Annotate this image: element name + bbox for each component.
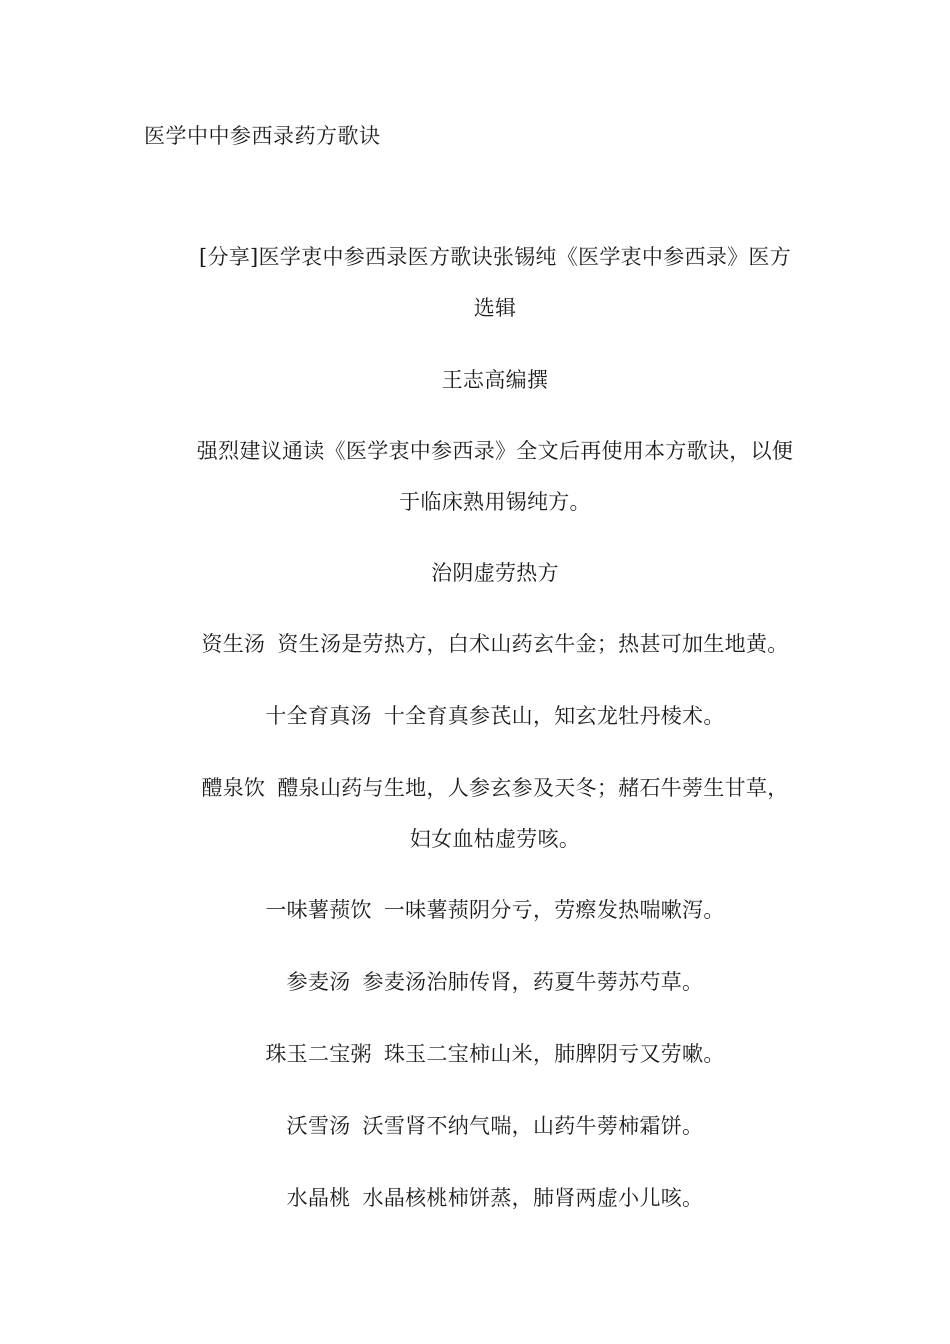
formula-verse: 一味薯蓣阴分亏，劳瘵发热喘嗽泻。 xyxy=(383,898,725,922)
formula-line xyxy=(160,1029,830,1080)
share-heading-line-1: [分享]医学衷中参西录医方歌诀张锡纯《医学衷中参西录》医方 xyxy=(198,245,792,269)
formula-line xyxy=(160,619,830,670)
formula-line xyxy=(160,957,830,1008)
formula-verse: 水晶核桃柿饼蒸，肺肾两虚小儿咳。 xyxy=(362,1186,704,1210)
formula-entry xyxy=(160,885,830,936)
formula-name: 一味薯蓣饮 xyxy=(265,898,372,922)
formula-name: 醴泉饮 xyxy=(201,776,266,800)
formula-entry xyxy=(160,691,830,742)
formula-verse: 参麦汤治肺传肾，药夏牛蒡苏芍草。 xyxy=(362,970,704,994)
formula-verse-continued: 妇女血枯虚劳咳。 xyxy=(409,827,581,851)
formula-entry xyxy=(160,957,830,1008)
recommendation xyxy=(160,426,830,528)
formula-line xyxy=(160,1101,830,1152)
formula-line xyxy=(160,691,830,742)
author-line xyxy=(160,355,830,406)
recommendation-line-1: 强烈建议通读《医学衷中参西录》全文后再使用本方歌诀，以便 xyxy=(196,439,794,463)
formula-line xyxy=(160,885,830,936)
formula-entry xyxy=(160,619,830,670)
formula-verse: 十全育真参芪山，知玄龙牡丹棱术。 xyxy=(383,704,725,728)
formula-name: 沃雪汤 xyxy=(286,1114,351,1138)
author: 王志高编撰 xyxy=(441,368,549,392)
share-heading xyxy=(160,232,830,334)
formula-line xyxy=(160,763,830,814)
formula-name: 资生汤 xyxy=(201,632,266,656)
section-title xyxy=(160,548,830,599)
formula-entry xyxy=(160,1101,830,1152)
formula-entry xyxy=(160,1173,830,1224)
formula-verse: 珠玉二宝柿山米，肺脾阴亏又劳嗽。 xyxy=(383,1042,725,1066)
formula-name: 十全育真汤 xyxy=(265,704,372,728)
formula-name: 参麦汤 xyxy=(286,970,351,994)
formula-line xyxy=(160,1173,830,1224)
formula-entry xyxy=(160,1029,830,1080)
formula-name: 水晶桃 xyxy=(286,1186,351,1210)
section-title-text: 治阴虚劳热方 xyxy=(431,561,559,585)
formula-verse: 醴泉山药与生地，人参玄参及天冬；赭石牛蒡生甘草， xyxy=(277,776,789,800)
formula-name: 珠玉二宝粥 xyxy=(265,1042,372,1066)
document-title: 医学中中参西录药方歌诀 xyxy=(144,124,381,148)
formula-verse: 沃雪肾不纳气喘，山药牛蒡柿霜饼。 xyxy=(362,1114,704,1138)
share-heading-line-2: 选辑 xyxy=(473,296,517,320)
recommendation-line-2: 于临床熟用锡纯方。 xyxy=(399,490,591,514)
formula-entry xyxy=(160,763,830,865)
formula-verse: 资生汤是劳热方，白术山药玄牛金；热甚可加生地黄。 xyxy=(277,632,789,656)
